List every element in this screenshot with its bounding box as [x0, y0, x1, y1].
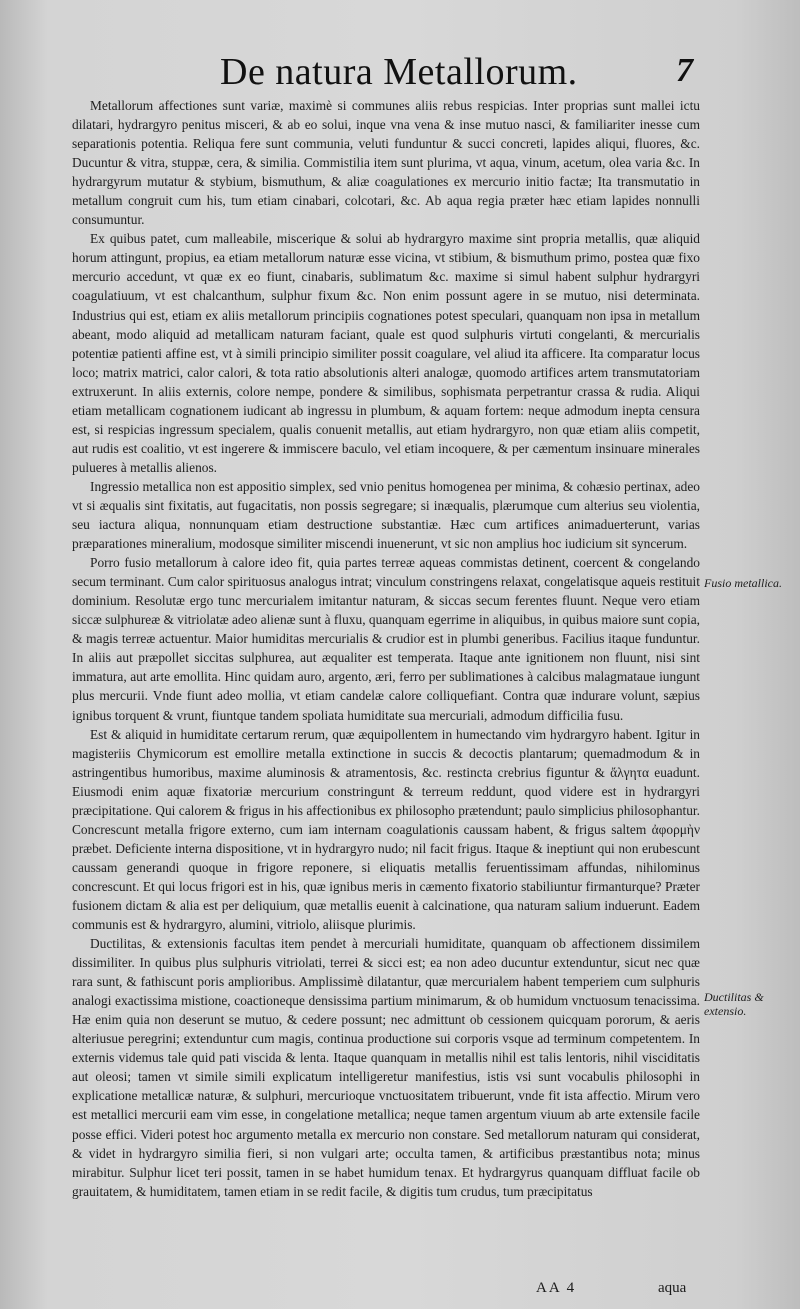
page-number: 7	[676, 52, 693, 89]
text-body	[72, 96, 700, 1276]
paragraph-ingressio: Ingressio metallica non est appositio simplex, sed vnio penitus homogenea per minima, & cohæsio pertinax, adeo vt si æqualis sint fixitatis, aut fugacitatis, non possis segregare; si inæqualis, plærumque cum alterius seu violentia, seu iactura aliqua, nonnunquam etiam destructione substantiæ. Hæc cum artifices animaduerterunt, varias præparationes mineralium, modosque similiter miscendi inuenerunt, vt sic non amplius hoc iudicium sit syncerum.	[72, 478, 700, 552]
page-title: De natura Metallorum.	[220, 51, 578, 93]
catchword: aqua	[658, 1280, 687, 1296]
paragraph-ex-quibus: Ex quibus patet, cum malleabile, misceriquе & solui ab hydrargyro maxime sint propria metallis, quæ aliquid horum attingunt, propius, ea etiam metallorum naturæ esse vicina, vt stibium, & bismuthum primo, postea quæ fixo mercurio accedunt, vt quæ ex eo fiunt, cinabaris, sublimatum &c. maxime si simul habent sulphur hydrargyri coagulatiuum, vt est chalcanthum, sulphur fixum &c. Non enim possunt agere in se mutuo, nisi determinata. Industrius qui est, etiam ex aliis metallorum principiis cognationes potest speculari, quanquam non ipsa in metallum abeant, modo aliquid ad metallicam naturam faciant, quale est quod sulphuris virtuti congelanti, & mercurialis potentiæ patienti affine est, vt à simili principio similiter possit coagulare, vel aliud ita afficere. Ita comparatur locus loco; matrix matrici, calor calori, & tota ratio absolutionis alteri analogæ, quomodo artifices artem transmutatoriam extruxerunt. In aliis externis, colore nempe, pondere & similibus, sophismata perpetrantur crassa & rudia. Aliqui etiam metallicam cognationem iudicant ab ingressu in plumbum, & aquam fortem: neque admodum inepta censura est, si respicias ingressum specialem, qualis conuenit metallis, aut etiam hydrargyro, non quæ etiam aliis competit, aut rudis est coalitio, vt est ingerere & immiscere baculo, vel etiam incoquere, & per cæmentum insinuare minerales pulueres à metallis alienos.	[72, 231, 700, 475]
paragraph-ductilitas: Ductilitas, & extensionis facultas item pendet à mercuriali humiditate, quanquam ob affectionem dissimilem dissimiliter. In quibus plus sulphuris vitriolati, terrei & sicci est; ea non adeo ducuntur extenduntur, sicut nec quæ rara sunt, & fathiscunt poris amplioribus. Amplissimè dilatantur, quæ mercurialem habent temperiem cum sulphuris analogi exactissima mistione, coactioneque densissima partium minimarum, & ob humidum vnctuosum tenacissima. Hæ enim quia non deserunt se mutuo, & cedere possunt; nec admittunt ob cessionem quicquam pororum, & aeris alteriusue peregrini; extenduntur cum magis, continua productione sui corporis vsque ad terminum competentem. In externis videmus tale quid pati viscida & lenta. Itaque quanquam in metallis nihil est talis lentoris, nihil visciditatis aut oleosi; tamen vt simile simili explicatum intelligeretur manifestius, istis vsi sunt vocabulis philosophi in explicatione metallicæ naturæ, & sulphuri, mercurioque vnctuositatem tribuerunt, vnde fit ista affectio. Mirum vero est metallici mercurii eam vim esse, in congelatione metallica; neque tamen argentum viuum ab arte extensile facile posse effici. Videri potest hoc argumento metalla ex mercurio non constare. Sed metallorum naturam qui considerat, & videt in hydrargyro similia fieri, si non vulgari arte; occulta tamen, & artificibus præstantibus nota; minus mirabitur. Sulphur licet teri possit, tamen in se habet humidum tenax. Et hydrargyrus quanquam diffluat facile ob grauitatem, & humiditatem, tamen etiam in se redit facile, & digitis tum crudus, tum præcipitatus	[72, 936, 700, 1199]
paragraph-fusio: Porro fusio metallorum à calore ideo fit, quia partes terreæ aqueas commistas detinent, coercent & congelando secum terminant. Cum calor spirituosus analogus intrat; vinculum constringens relaxat, congelatisque aqueis restituit dominium. Resolutæ ergo tunc mercurialem imitantur naturam, & siccas secum ferentes fluunt. Neque vero etiam siccæ sulphureæ & vitriolatæ adeo alienæ sunt à fluxu, quanquam egerrime in aliquibus, in quibus maiore sunt copia, & magis terreæ actuentur. Maior humiditas mercurialis & crudior est in plumbi generibus. Facilius itaque funduntur. In aliis aut præpollet siccitas sulphurea, aut æqualiter est temperata. Itaque ante ignitionem non fluunt, nisi sint immatura, aut arte emollita. Hinc quidam auro, argento, æri, ferro per sublimationes à calcibus malagmataue iungunt plus mercurii. Vnde fiunt adeo mollia, vt etiam candelæ calore colliquefiant. Contra quæ indurare volunt, sæpius ignibus torquent & vrunt, fiuntque tandem spoliata humiditate sua mercuriali, admodum difficilia fusu.	[72, 555, 700, 723]
running-header	[0, 44, 800, 104]
margin-note-fusio: Fusio metallica.	[704, 576, 782, 590]
signature-mark: AA 4	[536, 1280, 577, 1296]
paragraph-humiditas: Est & aliquid in humiditate certarum rerum, quæ æquipollentem in humectando vim hydrargyro habent. Igitur in magisteriis Chymicorum est emollire metalla extinctione in succis & decoctis plantarum; quemadmodum & in astringentibus humoribus, maxime aluminosis & atramentosis, &c. restincta crebrius figuntur & ἄλγητα euadunt. Eiusmodi enim aquæ fixatoriæ mercurium constringunt & terreum reddunt, quod videre est in hydrargyri præcipitatione. Qui calorem & frigus in his affectionibus ex philosopho prætendunt; paulo simplicius philosophantur. Concrescunt metalla frigore externo, cum iam internam coagulationis caussam habent, & frigus saltem ἀφορμὴν præbet. Deficiente interna dispositione, vt in hydrargyro nudo; nil facit frigus. Itaque & ineptiunt qui non erubescunt caussam generandi quoque in frigore reponere, si eliquatis metallis feruentissimam affundas, nihilominus concrescunt. Et qui locus frigori est in his, quæ ignibus meris in cæmento fixatorio stabiliuntur firmanturque? Præter fusionem dictam & alia est per deliquium, quæ metallis euenit à calcinatione, qua naturam salium induerunt. Eadem communis est & hydrargyro, alumini, vitriolo, aliisque plurimis.	[72, 726, 700, 933]
page-footer	[0, 1280, 800, 1304]
paragraph-affectiones: Metallorum affectiones sunt variæ, maximè si communes aliis rebus respicias. Inter proprias sunt mallei ictu dilatari, hydrargyro penitus misceri, & ab eo solui, inque vna vena & inse mutuo nasci, & familiariter inesse cum separationis potentia. Reliqua fere sunt communia, veluti funduntur & succi concreti, lapides aliqui, fluores, &c. Ducuntur & vitra, stuppæ, cera, & similia. Commistilia item sunt plurima, vt aqua, vinum, acetum, olea varia &c. In hydrargyrum mutatur & stybium, bismuthum, & aliæ coagulationes ex mercurio initio factæ; Ita transmutatio in metallum congruit cum his, tum etiam cinabari, colcotari, &c. Ab aqua regia præter hæc etiam lapides nonnulli consumuntur.	[72, 98, 700, 228]
margin-note-ductilitas: Ductilitas & extensio.	[704, 990, 764, 1018]
